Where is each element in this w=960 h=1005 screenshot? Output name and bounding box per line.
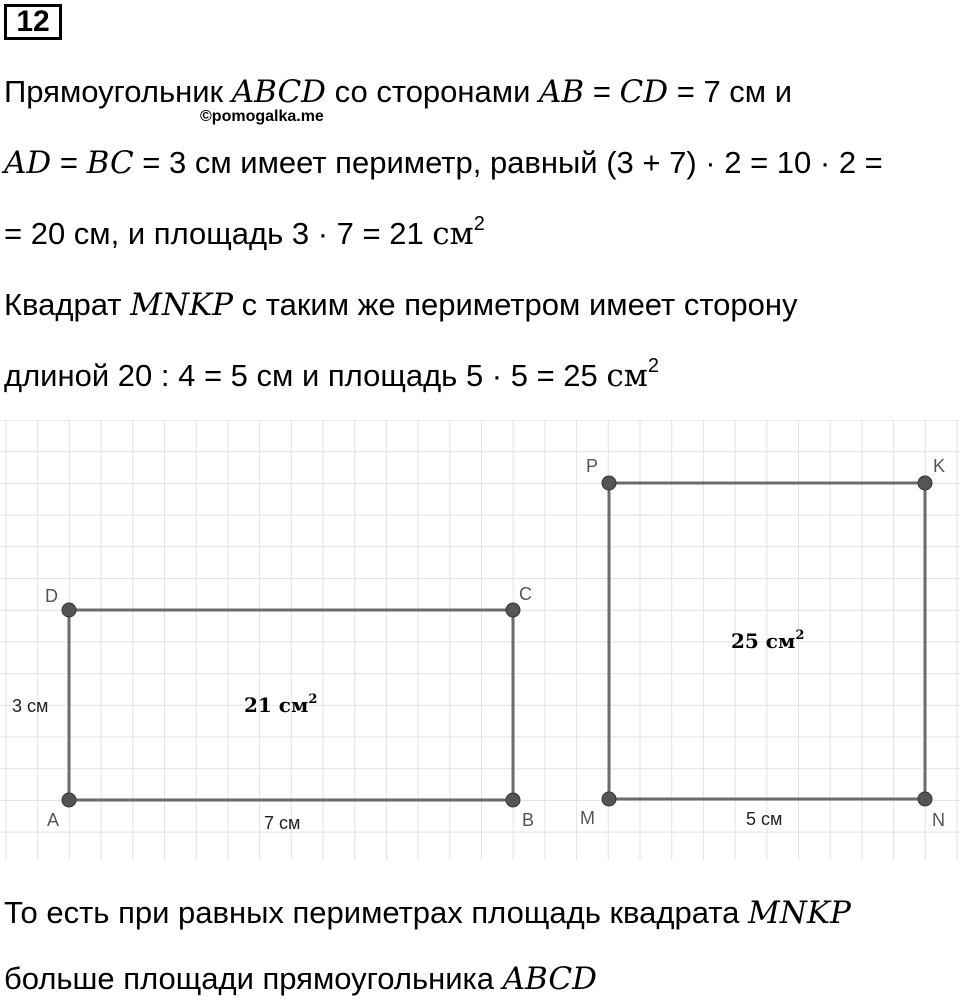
paragraph1-line2 bbox=[4, 143, 883, 183]
paragraph2-line2 bbox=[4, 356, 659, 400]
point-m bbox=[602, 792, 616, 806]
math-square: MNKP bbox=[130, 287, 234, 323]
side-label-ad: 3 см bbox=[12, 696, 49, 716]
superscript: 2 bbox=[473, 213, 485, 235]
text: = 7 см и bbox=[668, 74, 793, 109]
side-label-mn: 5 см bbox=[746, 809, 783, 829]
point-d bbox=[62, 603, 76, 617]
point-p bbox=[602, 476, 616, 490]
label-c: C bbox=[519, 584, 532, 604]
conclusion-line1 bbox=[4, 893, 851, 933]
conclusion-line2 bbox=[4, 959, 597, 999]
label-m: M bbox=[580, 808, 595, 828]
point-k bbox=[918, 476, 932, 490]
rectangle-abcd bbox=[12, 584, 534, 833]
geometry-figure bbox=[0, 420, 960, 870]
text: со сторонами bbox=[326, 74, 540, 109]
text: длиной 20 : 4 = 5 см и площадь 5 · 5 = 25 bbox=[4, 358, 607, 393]
math-ad: AD bbox=[4, 145, 52, 181]
watermark: ©pomogalka.me bbox=[200, 108, 324, 125]
text: Прямоугольник bbox=[4, 74, 232, 109]
task-number: 12 bbox=[4, 4, 62, 40]
label-k: K bbox=[933, 456, 946, 476]
label-d: D bbox=[45, 586, 58, 606]
paragraph1-line3 bbox=[4, 214, 485, 258]
label-a: A bbox=[47, 810, 60, 830]
unit: см bbox=[432, 216, 474, 252]
unit: см bbox=[606, 358, 648, 394]
square-mnkp bbox=[580, 456, 945, 830]
text: = 3 см имеет периметр, равный (3 + 7) · 2 = 10 · 2 = bbox=[133, 145, 883, 180]
area-label-square: 25 $см^2$ bbox=[731, 628, 805, 653]
grid bbox=[0, 420, 960, 860]
side-label-ab: 7 см bbox=[264, 813, 301, 833]
text: Квадрат bbox=[4, 287, 131, 322]
superscript: 2 bbox=[647, 355, 660, 377]
math-cd: CD bbox=[619, 74, 669, 110]
math-rect: ABCD bbox=[502, 961, 597, 997]
point-n bbox=[918, 792, 932, 806]
paragraph2-line1 bbox=[4, 285, 798, 325]
text: с таким же периметром имеет сторону bbox=[233, 287, 798, 322]
label-b: B bbox=[522, 810, 535, 830]
text: То есть при равных периметрах площадь квадрата bbox=[4, 895, 748, 930]
math-bc: BC bbox=[86, 145, 134, 181]
math-square: MNKP bbox=[747, 895, 851, 931]
text: = bbox=[584, 74, 620, 109]
text: больше площади прямоугольника bbox=[4, 961, 503, 996]
label-p: P bbox=[586, 456, 599, 476]
point-a bbox=[62, 793, 76, 807]
text: = bbox=[51, 145, 87, 180]
point-c bbox=[506, 603, 520, 617]
paragraph1-line1 bbox=[4, 72, 792, 112]
math-rect: ABCD bbox=[231, 74, 327, 110]
area-label-rect: 21 $см^2$ bbox=[244, 692, 318, 717]
text: = 20 см, и площадь 3 · 7 = 21 bbox=[4, 216, 433, 251]
label-n: N bbox=[932, 810, 945, 830]
math-ab: AB bbox=[539, 74, 585, 110]
point-b bbox=[506, 793, 520, 807]
